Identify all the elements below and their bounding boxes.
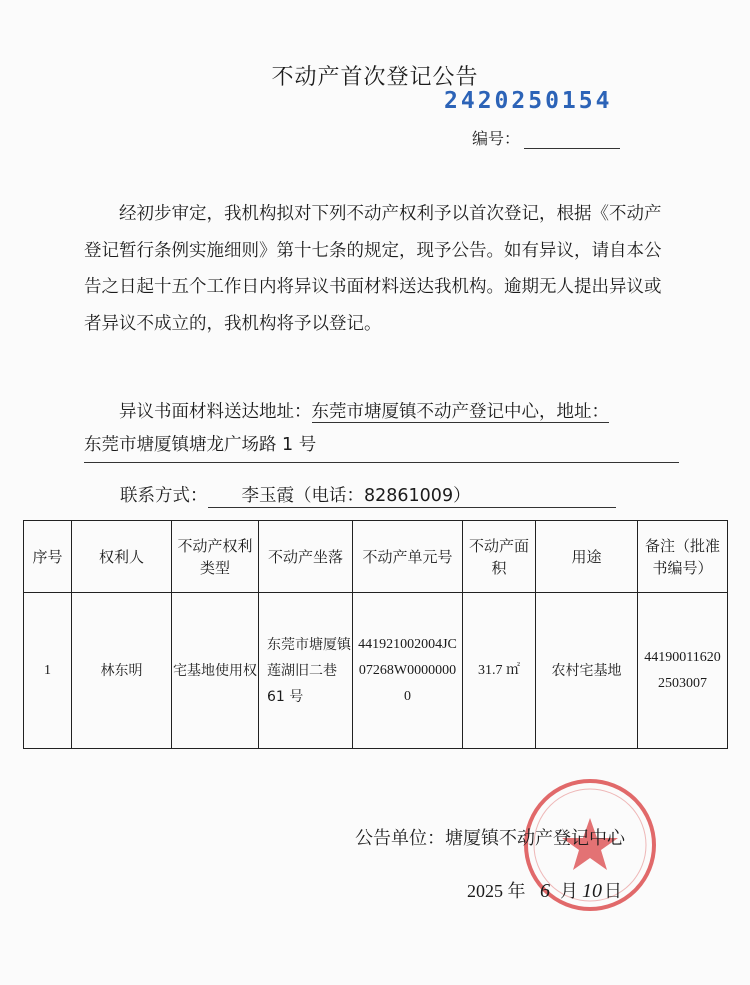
- table-row: [24, 593, 728, 749]
- doc-number-field: [472, 126, 620, 149]
- col-header-owner: 权利人: [72, 521, 172, 593]
- col-header-usage: 用途: [536, 521, 638, 593]
- date-day: 10: [582, 880, 602, 902]
- col-header-area: 不动产面积: [463, 521, 536, 593]
- registration-table: [23, 520, 728, 749]
- date-year-unit: 年: [507, 881, 526, 901]
- cell-location: 东莞市塘厦镇莲湖旧二巷 61 号: [259, 593, 353, 749]
- col-header-remark: 备注（批准书编号）: [638, 521, 728, 593]
- address-value-line2: 东莞市塘厦镇塘龙广场路 1 号: [84, 429, 679, 463]
- publisher-line: 公告单位：塘厦镇不动产登记中心: [355, 828, 625, 849]
- cell-owner: 林东明: [72, 593, 172, 749]
- cell-right-type: 宅基地使用权: [172, 593, 259, 749]
- address-value-line1: 东莞市塘厦镇不动产登记中心，地址：: [311, 402, 609, 422]
- doc-number-label: 编号：: [472, 129, 521, 148]
- objection-address: [84, 396, 679, 463]
- date-day-unit: 日: [604, 881, 622, 901]
- cell-index: 1: [24, 593, 72, 749]
- col-header-right-type: 不动产权利类型: [172, 521, 259, 593]
- col-header-unit-no: 不动产单元号: [353, 521, 463, 593]
- date-month: 6: [540, 880, 550, 902]
- col-header-location: 不动产坐落: [259, 521, 353, 593]
- date-year: 2025: [467, 881, 503, 901]
- contact-label: 联系方式：: [120, 486, 208, 506]
- address-label: 异议书面材料送达地址：: [119, 402, 312, 422]
- table-header-row: [24, 521, 728, 593]
- cell-remark: 441900116202503007: [638, 593, 728, 749]
- date-month-unit: 月: [560, 881, 578, 901]
- contact-value: 李玉霞（电话：82861009）: [208, 482, 616, 508]
- doc-number-blank: [524, 134, 620, 149]
- cell-unit-no: 441921002004JC07268W00000000: [353, 593, 463, 749]
- page-title: 不动产首次登记公告: [271, 65, 479, 90]
- col-header-index: 序号: [24, 521, 72, 593]
- cell-area: 31.7 ㎡: [463, 593, 536, 749]
- publish-date: [467, 877, 622, 903]
- notice-body: [84, 196, 674, 342]
- cell-usage: 农村宅基地: [536, 593, 638, 749]
- stamped-serial-number: 2420250154: [444, 88, 613, 114]
- contact-info: [120, 482, 616, 508]
- intro-paragraph: 经初步审定，我机构拟对下列不动产权利予以首次登记，根据《不动产登记暂行条例实施细则》第十七条的规定，现予公告。如有异议，请自本公告之日起十五个工作日内将异议书面材料送达我机构。逾期无人提出异议或者异议不成立的，我机构将予以登记。: [84, 204, 662, 334]
